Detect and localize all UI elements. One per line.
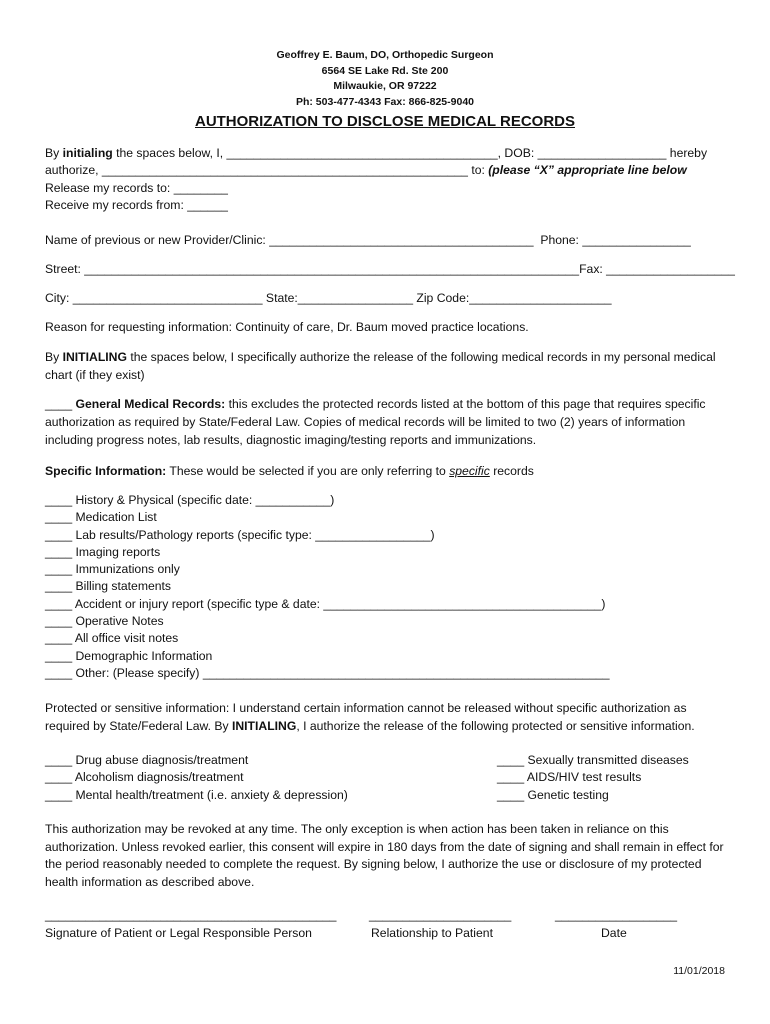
specific-item-operative[interactable]: ____ Operative Notes — [45, 614, 164, 628]
intro-line-2: authorize, ______________________________________________________ to: (please “X” appropriate line below — [45, 163, 687, 177]
protected-item-hiv[interactable]: ____ AIDS/HIV test results — [497, 770, 642, 784]
signature-label: Signature of Patient or Legal Responsible Person — [45, 926, 312, 940]
date-label: Date — [601, 926, 627, 940]
relationship-line[interactable]: _____________________ — [369, 908, 512, 922]
date-line[interactable]: __________________ — [555, 908, 678, 922]
protected-item-std[interactable]: ____ Sexually transmitted diseases — [497, 753, 689, 767]
relationship-label: Relationship to Patient — [371, 926, 493, 940]
revoke-paragraph: This authorization may be revoked at any time. The only exception is when action has been taken in reliance on this authorization. Unless revoked earlier, this consent will expire in 180 days from the date of signing and shall remain in effect for the period reasonably needed to complete the request. By signing below, I authorize the use or disclosure of my protected health information as described above. — [45, 822, 724, 889]
general-records-paragraph: ____ General Medical Records: this excludes the protected records listed at the bottom of this page that requires specific authorization as required by State/Federal Law. Copies of medical records will be limited to two (2) years of information including progress notes, lab results, diagnostic imaging/testing reports and immunizations. — [45, 397, 706, 447]
protected-item-drug[interactable]: ____ Drug abuse diagnosis/treatment — [45, 753, 249, 767]
release-to-line[interactable]: Release my records to: ________ — [45, 181, 228, 195]
protected-item-alcohol[interactable]: ____ Alcoholism diagnosis/treatment — [45, 770, 244, 784]
specific-item-medication[interactable]: ____ Medication List — [45, 510, 157, 524]
specific-item-immunizations[interactable]: ____ Immunizations only — [45, 562, 180, 576]
intro-line-1: By initialing the spaces below, I, ________________________________________, DOB: ___________________ hereby — [45, 146, 708, 160]
protected-item-genetic[interactable]: ____ Genetic testing — [497, 788, 609, 802]
form-title: AUTHORIZATION TO DISCLOSE MEDICAL RECORDS — [194, 113, 575, 130]
specific-info-heading: Specific Information: These would be selected if you are only referring to specific records — [45, 464, 534, 478]
protected-item-mental-health[interactable]: ____ Mental health/treatment (i.e. anxiety & depression) — [45, 788, 348, 802]
specific-item-imaging[interactable]: ____ Imaging reports — [45, 545, 161, 559]
form-revision-date: 11/01/2018 — [673, 965, 725, 977]
signature-line[interactable]: ___________________________________________ — [45, 908, 337, 922]
specific-item-office-visits[interactable]: ____ All office visit notes — [45, 631, 179, 645]
receive-from-line[interactable]: Receive my records from: ______ — [45, 198, 228, 212]
practice-address: 6564 SE Lake Rd. Ste 200 — [321, 65, 449, 77]
practice-phone-fax: Ph: 503-477-4343 Fax: 866-825-9040 — [295, 96, 475, 108]
authorize-paragraph: By INITIALING the spaces below, I specifically authorize the release of the following medical records in my personal medical chart (if they exist) — [45, 350, 716, 382]
specific-item-accident[interactable]: ____ Accident or injury report (specific type & date: _________________________________________) — [45, 597, 606, 611]
specific-item-billing[interactable]: ____ Billing statements — [45, 579, 172, 593]
provider-name-line[interactable]: Name of previous or new Provider/Clinic: _______________________________________ Phone: ________________ — [45, 233, 691, 247]
protected-paragraph: Protected or sensitive information: I understand certain information cannot be released without specific authorization as required by State/Federal Law. By INITIALING, I authorize the release of the following protected or sensitive information. — [45, 701, 695, 733]
specific-item-history[interactable]: ____ History & Physical (specific date: ___________) — [45, 493, 335, 507]
specific-item-other[interactable]: ____ Other: (Please specify) ____________________________________________________________ — [45, 666, 610, 680]
practice-name: Geoffrey E. Baum, DO, Orthopedic Surgeon — [276, 49, 494, 61]
specific-item-lab[interactable]: ____ Lab results/Pathology reports (specific type: _________________) — [45, 528, 435, 542]
city-line[interactable]: City: ____________________________ State:_________________ Zip Code:_____________________ — [45, 291, 612, 305]
street-line[interactable]: Street: _________________________________________________________________________Fax: ___________________ — [45, 262, 735, 276]
reason-text: Reason for requesting information: Continuity of care, Dr. Baum moved practice locations. — [45, 320, 529, 334]
practice-city: Milwaukie, OR 97222 — [333, 80, 437, 92]
specific-item-demographic[interactable]: ____ Demographic Information — [45, 649, 213, 663]
